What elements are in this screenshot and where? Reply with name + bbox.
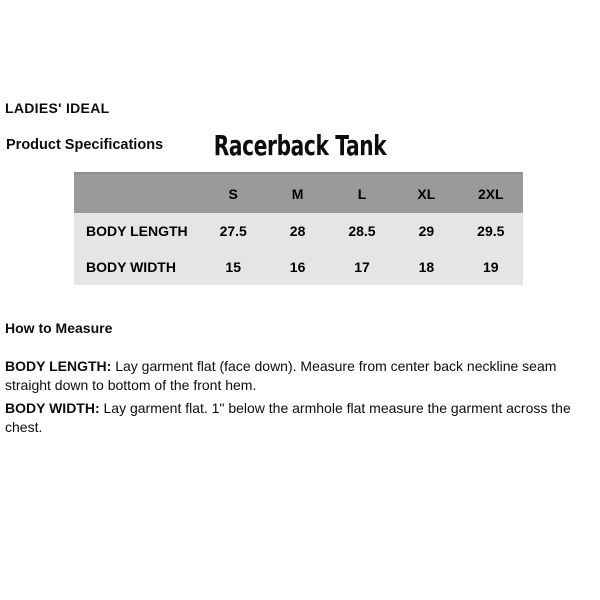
value-cell: 28 xyxy=(289,223,306,239)
instruction-text: Lay garment flat (face down). Measure from center back neckline seam straight down to bottom of the front hem. xyxy=(5,358,557,393)
row-label: BODY WIDTH xyxy=(86,259,176,275)
size-header-row xyxy=(74,173,523,213)
size-column-header-xl: XL xyxy=(417,185,436,202)
measure-instructions xyxy=(5,357,596,441)
product-title: Racerback Tank xyxy=(213,129,387,162)
table-row-body-length xyxy=(74,213,523,249)
value-cell: 28.5 xyxy=(348,223,376,239)
instruction-body-length xyxy=(5,357,596,394)
instruction-text: Lay garment flat. 1" below the armhole flat measure the garment across the chest. xyxy=(5,400,571,435)
spec-table xyxy=(74,172,523,285)
value-cell: 27.5 xyxy=(219,223,247,239)
section-label: Product Specifications xyxy=(6,137,164,153)
size-column-header-l: L xyxy=(357,185,367,202)
value-cell: 29 xyxy=(418,223,435,239)
how-to-measure-heading: How to Measure xyxy=(5,320,113,336)
value-cell: 18 xyxy=(418,259,435,275)
instruction-body-width xyxy=(5,399,596,436)
size-column-header-m: M xyxy=(291,185,304,202)
brand-name: LADIES' IDEAL xyxy=(5,100,110,116)
size-column-header-s: S xyxy=(228,185,238,202)
size-column-header-2xl: 2XL xyxy=(477,185,504,202)
value-cell: 19 xyxy=(482,259,499,275)
table-row-body-width xyxy=(74,249,523,285)
instruction-term: BODY WIDTH: xyxy=(5,400,100,416)
value-cell: 17 xyxy=(354,259,370,275)
corner-cell xyxy=(74,173,201,213)
instruction-term: BODY LENGTH: xyxy=(5,358,112,374)
value-cell: 16 xyxy=(289,259,306,275)
row-label: BODY LENGTH xyxy=(86,223,188,239)
value-cell: 29.5 xyxy=(477,223,505,239)
value-cell: 15 xyxy=(225,259,241,275)
